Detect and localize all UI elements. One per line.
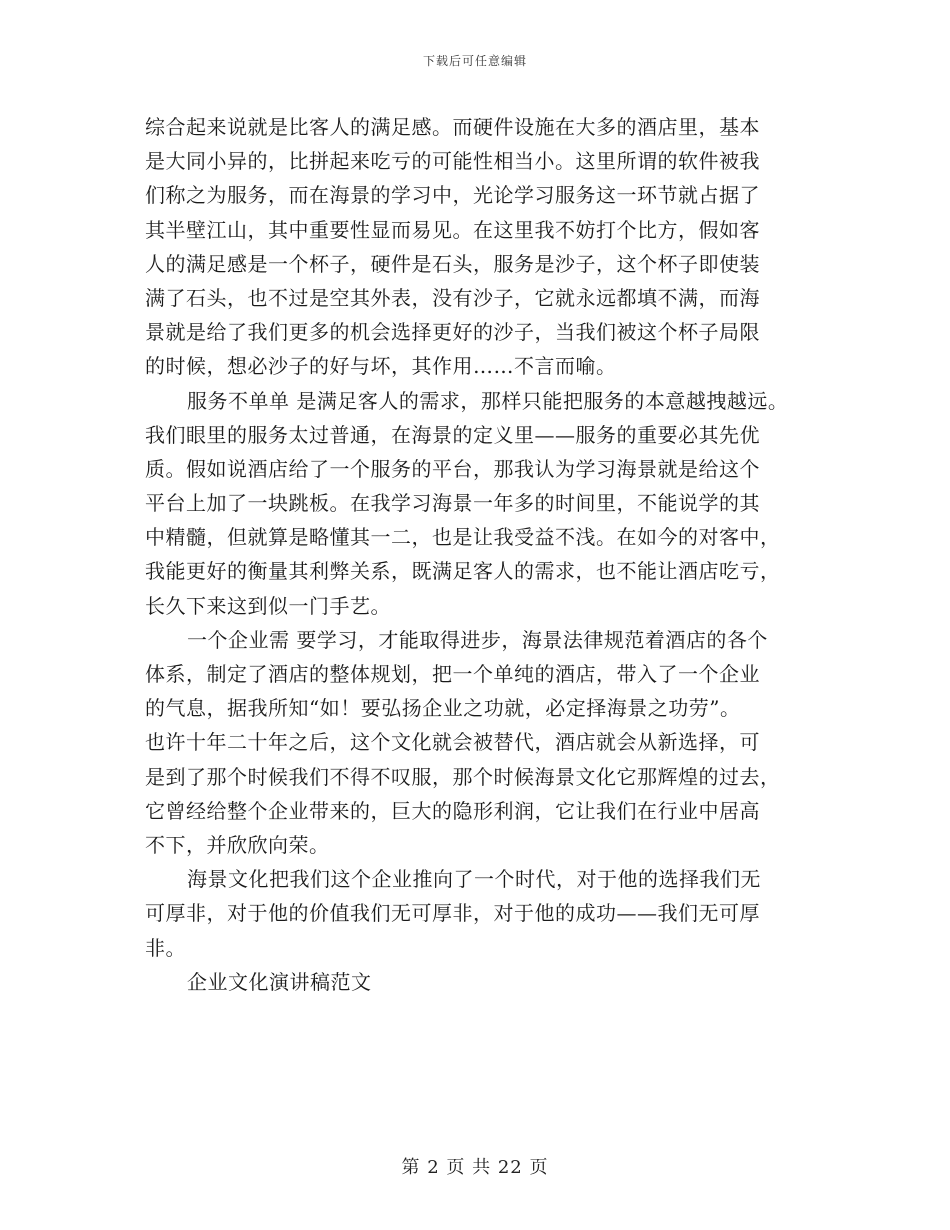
text-line: 我们眼里的服务太过普通，在海景的定义里——服务的重要必其先优 — [145, 422, 760, 447]
text-line: 的时候，想必沙子的好与坏，其作用……不言而喻。 — [145, 354, 617, 379]
paragraph-first-line: 海景文化把我们这个企业推向了一个时代，对于他的选择我们无 — [187, 867, 761, 892]
text-line: 综合起来说就是比客人的满足感。而硬件设施在大多的酒店里，基本 — [145, 115, 760, 139]
text-line: 可厚非，对于他的价值我们无可厚非，对于他的成功——我们无可厚 — [145, 901, 760, 926]
text-line: 非。 — [145, 935, 186, 960]
text-line: 其半壁江山，其中重要性显而易见。在这里我不妨打个比方，假如客 — [145, 217, 760, 242]
page-footer: 第 2 页 共 22 页 — [401, 1157, 549, 1178]
paragraph-first-line: 服务不单单 是满足客人的需求，那样只能把服务的本意越拽越远。 — [187, 388, 789, 413]
page-header: 下载后可任意编辑 — [422, 54, 527, 68]
text-line: 是大同小异的，比拼起来吃亏的可能性相当小。这里所谓的软件被我 — [145, 149, 760, 174]
text-line: 平台上加了一块跳板。在我学习海景一年多的时间里，不能说学的其 — [145, 491, 760, 516]
text-line: 它曾经给整个企业带来的，巨大的隐形利润，它让我们在行业中居高 — [145, 798, 760, 823]
text-line: 体系，制定了酒店的整体规划，把一个单纯的酒店，带入了一个企业 — [145, 662, 760, 686]
paragraph-first-line: 一个企业需 要学习，才能取得进步，海景法律规范着酒店的各个 — [187, 627, 768, 652]
text-line: 满了石头，也不过是空其外表，没有沙子，它就永远都填不满，而海 — [145, 285, 760, 310]
section-heading: 企业文化演讲稿范文 — [187, 969, 372, 994]
text-line: 是到了那个时候我们不得不叹服，那个时候海景文化它那辉煌的过去， — [145, 764, 781, 789]
text-line: 长久下来这到似一门手艺。 — [145, 593, 391, 618]
text-line: 也许十年二十年之后，这个文化就会被替代，酒店就会从新选择，可 — [145, 730, 760, 755]
text-line: 不下，并欣欣向荣。 — [145, 832, 330, 857]
text-line: 人的满足感是一个杯子，硬件是石头，服务是沙子，这个杯子即使装 — [145, 251, 760, 276]
text-line: 中精髓，但就算是略懂其一二，也是让我受益不浅。在如今的对客中， — [145, 525, 781, 550]
text-line: 们称之为服务，而在海景的学习中，光论学习服务这一环节就占据了 — [145, 183, 760, 208]
text-line: 我能更好的衡量其利弊关系，既满足客人的需求，也不能让酒店吃亏， — [145, 559, 781, 584]
document-body — [145, 110, 825, 999]
text-line: 景就是给了我们更多的机会选择更好的沙子，当我们被这个杯子局限 — [145, 320, 760, 345]
text-line: 质。假如说酒店给了一个服务的平台，那我认为学习海景就是给这个 — [145, 456, 760, 481]
text-line: 的气息，据我所知“如！要弘扬企业之功就，必定择海景之功劳”。 — [145, 696, 741, 721]
